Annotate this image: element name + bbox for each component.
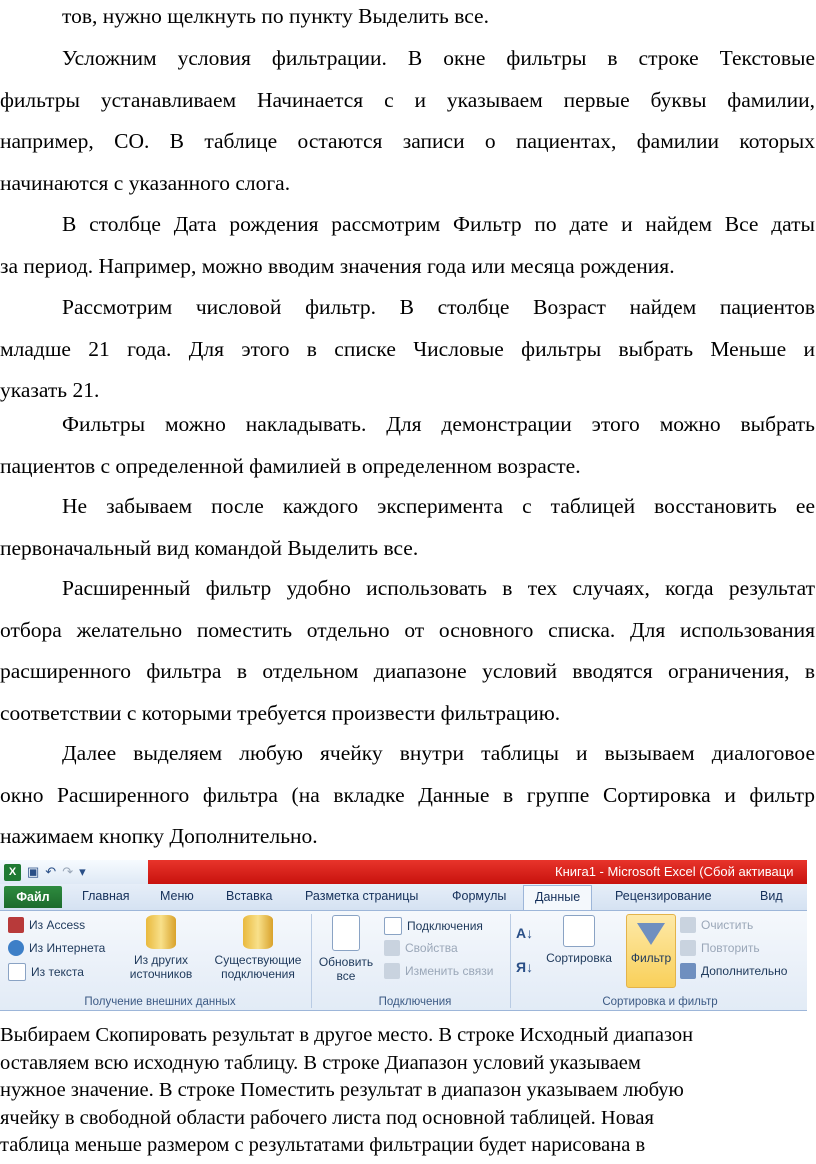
sort-az-icon[interactable]: А↓ xyxy=(516,925,534,941)
sort-za-icon[interactable]: Я↓ xyxy=(516,959,534,975)
text-line: Далее выделяем любую ячейку внутри таблицы и вызываем диалоговое xyxy=(62,741,815,765)
text-line: например, СО. В таблице остаются записи о пациентах, фамилии которых xyxy=(0,129,815,153)
window-title: Книга1 - Microsoft Excel (Сбой активаци xyxy=(555,864,794,879)
connections-button[interactable]: Подключения xyxy=(384,917,483,935)
paragraph xyxy=(0,568,815,734)
text-line: пациентов с определенной фамилией в определенном возрасте. xyxy=(0,453,581,478)
from-text-button[interactable]: Из текста xyxy=(8,963,84,981)
text-line: Усложним условия фильтрации. В окне фильтры в строке Текстовые xyxy=(62,46,815,70)
excel-logo-icon: X xyxy=(4,864,21,881)
tab-review[interactable]: Рецензирование xyxy=(615,889,712,903)
web-icon xyxy=(8,940,24,956)
access-icon xyxy=(8,917,24,933)
ribbon-tabs xyxy=(0,884,807,911)
text-line: Выбираем Скопировать результат в другое место. В строке Исходный диапазон xyxy=(0,1024,694,1046)
text-line: отбора желательно поместить отдельно от основного списка. Для использования xyxy=(0,617,815,642)
text-line: тов, нужно щелкнуть по пункту Выделить все. xyxy=(62,4,489,28)
advanced-filter-icon xyxy=(680,963,696,979)
redo-icon[interactable]: ↷ xyxy=(62,864,74,879)
group-label-connections: Подключения xyxy=(378,996,452,1008)
customize-toolbar-icon[interactable]: ▾ xyxy=(79,864,86,879)
text-line: окно Расширенного фильтра (на вкладке Данные в группе Сортировка и фильтр xyxy=(0,782,815,807)
text-line: В столбце Дата рождения рассмотрим Фильтр по дате и найдем Все даты xyxy=(62,212,815,236)
group-separator xyxy=(510,914,511,1008)
connections-icon xyxy=(243,915,273,949)
from-access-button[interactable]: Из Access xyxy=(8,917,85,933)
text-line: начинаются с указанного слога. xyxy=(0,170,291,195)
text-line: младше 21 года. Для этого в списке Числовые фильтры выбрать Меньше и xyxy=(0,336,815,361)
database-icon xyxy=(146,915,176,949)
clear-filter-icon xyxy=(680,917,696,933)
text-line: соответствии с которыми требуется произвести фильтрацию. xyxy=(0,700,561,725)
text-line: фильтры устанавливаем Начинается с и указываем первые буквы фамилии, xyxy=(0,87,815,112)
funnel-icon xyxy=(637,923,665,945)
properties-button[interactable]: Свойства xyxy=(384,940,458,956)
advanced-button[interactable]: Дополнительно xyxy=(680,963,787,979)
text-line: первоначальный вид командой Выделить все. xyxy=(0,535,419,560)
text-line: расширенного фильтра в отдельном диапазоне условий вводятся ограничения, в xyxy=(0,659,815,683)
group-separator xyxy=(311,914,312,1008)
title-bar xyxy=(0,860,807,884)
tab-view[interactable]: Вид xyxy=(760,889,783,903)
from-web-button[interactable]: Из Интернета xyxy=(8,940,105,956)
text-line: ячейку в свободной области рабочего листа под основной таблицей. Новая xyxy=(0,1106,654,1129)
text-line: Не забываем после каждого эксперимента с таблицей восстановить ее xyxy=(62,494,815,518)
paragraph xyxy=(0,404,815,487)
edit-links-button[interactable]: Изменить связи xyxy=(384,963,493,979)
paragraph xyxy=(0,0,815,38)
filter-button[interactable]: Фильтр xyxy=(626,914,676,988)
group-label-get-data: Получение внешних данных xyxy=(84,996,236,1008)
properties-icon xyxy=(384,940,400,956)
undo-icon[interactable]: ↶ xyxy=(45,864,57,879)
paragraph xyxy=(0,733,815,858)
text-line: нажимаем кнопку Дополнительно. xyxy=(0,824,318,848)
paragraph xyxy=(0,287,815,412)
tab-page-layout[interactable]: Разметка страницы xyxy=(305,889,419,903)
sort-button[interactable]: Сортировка xyxy=(540,915,618,965)
paragraph xyxy=(0,1022,815,1160)
text-line: Рассмотрим числовой фильтр. В столбце Возраст найдем пациентов xyxy=(62,295,815,319)
paragraph xyxy=(0,204,815,287)
other-sources-button[interactable]: Из других источников xyxy=(124,915,198,981)
quick-access-toolbar xyxy=(4,863,86,881)
tab-home[interactable]: Главная xyxy=(82,889,130,903)
tab-insert[interactable]: Вставка xyxy=(226,889,273,903)
text-line: указать 21. xyxy=(0,378,100,402)
text-line: нужное значение. В строке Поместить результат в диапазон указываем любую xyxy=(0,1079,684,1101)
paragraph xyxy=(0,38,815,204)
group-label-sort-filter: Сортировка и фильтр xyxy=(602,996,718,1008)
clear-button[interactable]: Очистить xyxy=(680,917,753,933)
tab-menu[interactable]: Меню xyxy=(160,889,194,903)
tab-formulas[interactable]: Формулы xyxy=(452,889,507,903)
excel-ribbon-screenshot xyxy=(0,860,807,1011)
reapply-icon xyxy=(680,940,696,956)
reapply-button[interactable]: Повторить xyxy=(680,940,760,956)
text-line: оставляем всю исходную таблицу. В строке Диапазон условий указываем xyxy=(0,1051,641,1074)
text-line: Расширенный фильтр удобно использовать в тех случаях, когда результат xyxy=(62,576,815,600)
sort-icon xyxy=(563,915,595,947)
tab-file[interactable]: Файл xyxy=(4,886,62,908)
tab-data[interactable]: Данные xyxy=(523,885,592,910)
refresh-all-button[interactable]: Обновить все xyxy=(314,915,378,983)
refresh-icon xyxy=(332,915,360,951)
existing-connections-button[interactable]: Существующие подключения xyxy=(210,915,306,981)
connections-small-icon xyxy=(384,917,402,935)
save-icon[interactable]: ▣ xyxy=(27,864,40,879)
paragraph xyxy=(0,486,815,569)
links-icon xyxy=(384,963,400,979)
text-line: за период. Например, можно вводим значения года или месяца рождения. xyxy=(0,253,675,278)
text-line: таблица меньше размером с результатами фильтрации будет нарисована в xyxy=(0,1134,646,1156)
text-file-icon xyxy=(8,963,26,981)
text-line: Фильтры можно накладывать. Для демонстрации этого можно выбрать xyxy=(62,412,815,436)
ribbon-body xyxy=(0,911,807,1010)
